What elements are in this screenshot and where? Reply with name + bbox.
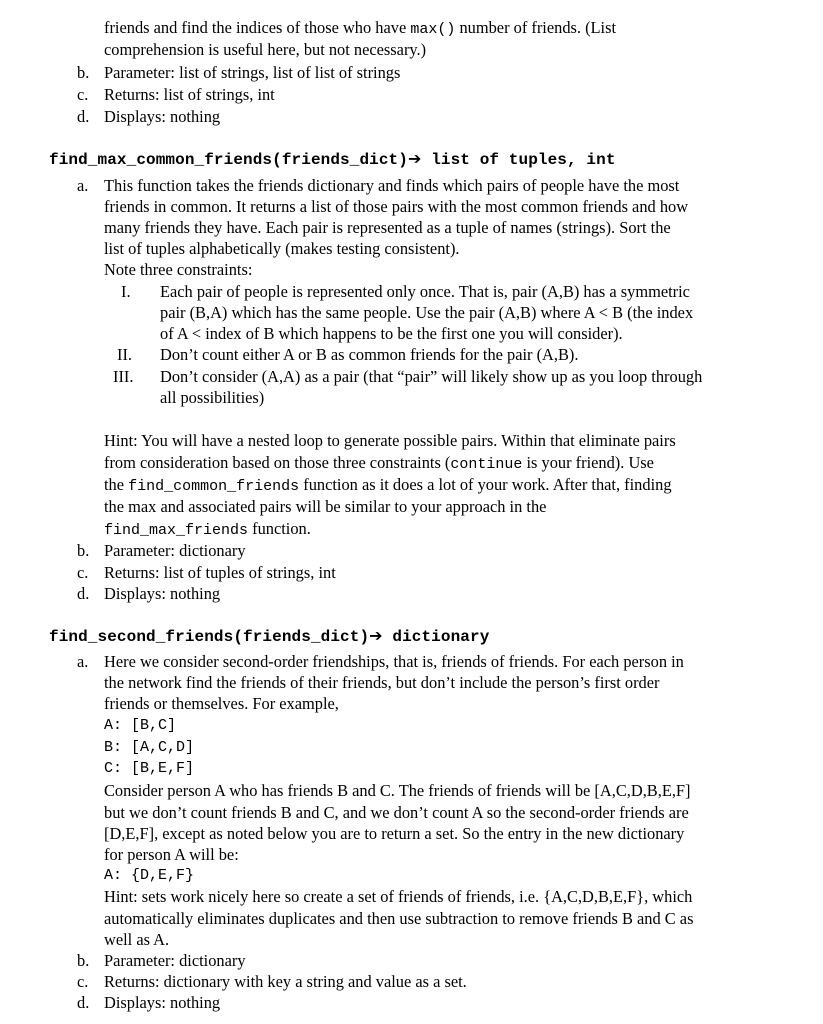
func1-desc-line-4: list of tuples alphabetically (makes testing consistent).	[104, 239, 460, 258]
func1-hint-line-2: from consideration based on those three constraints (continue is your friend). Use	[104, 453, 654, 473]
constraint-1-line-1: Each pair of people is represented only once. That is, pair (A,B) has a symmetric	[160, 282, 690, 301]
func1-sub-a-marker: a.	[77, 176, 89, 195]
func1-sub-b-marker: b.	[77, 541, 90, 560]
func1-hint-line-5: find_max_friends function.	[104, 519, 311, 539]
constraint-3-marker: III.	[113, 367, 134, 386]
func1-hint-line-4: the max and associated pairs will be similar to your approach in the	[104, 497, 547, 516]
constraint-2-line-1: Don’t count either A or B as common friends for the pair (A,B).	[160, 345, 579, 364]
func1-desc-line-5: Note three constraints:	[104, 260, 253, 279]
func2-desc-line-3: friends or themselves. For example,	[104, 694, 339, 713]
top-sub-b-text: Parameter: list of strings, list of list of strings	[104, 63, 401, 82]
func1-desc-line-1: This function takes the friends dictionary and finds which pairs of people have the most	[104, 176, 680, 195]
func2-consider-line-3: [D,E,F], except as noted below you are to return a set. So the entry in the new dictionary	[104, 824, 685, 843]
top-sub-d-text: Displays: nothing	[104, 107, 221, 126]
example-line-1: A: [B,C]	[104, 717, 177, 734]
func2-sub-b-text: Parameter: dictionary	[104, 951, 246, 970]
func1-sub-c-marker: c.	[77, 563, 89, 582]
example-line-3: C: [B,E,F]	[104, 760, 195, 777]
top-desc-line-2: comprehension is useful here, but not necessary.)	[104, 40, 427, 59]
func1-heading: find_max_common_friends(friends_dict)➔ list of tuples, int	[49, 149, 616, 169]
func2-sub-c-marker: c.	[77, 972, 89, 991]
func1-sub-b-text: Parameter: dictionary	[104, 541, 246, 560]
func1-sub-d-marker: d.	[77, 584, 90, 603]
func2-sub-a-marker: a.	[77, 652, 89, 671]
func2-sub-c-text: Returns: dictionary with key a string and value as a set.	[104, 972, 467, 991]
func1-sub-d-text: Displays: nothing	[104, 584, 221, 603]
func1-sub-c-text: Returns: list of tuples of strings, int	[104, 563, 336, 582]
func2-consider-line-2: but we don’t count friends B and C, and we don’t count A so the second-order friends are	[104, 803, 689, 822]
top-sub-c-marker: c.	[77, 85, 89, 104]
func2-sub-d-marker: d.	[77, 993, 90, 1012]
constraint-1-line-3: of A < index of B which happens to be the first one you will consider).	[160, 324, 623, 343]
func1-desc-line-2: friends in common. It returns a list of those pairs with the most common friends and how	[104, 197, 689, 216]
func1-desc-line-3: many friends they have. Each pair is represented as a tuple of names (strings). Sort the	[104, 218, 671, 237]
func2-consider-line-1: Consider person A who has friends B and C. The friends of friends will be [A,C,D,B,E,F]	[104, 781, 691, 800]
top-desc-line-1: friends and find the indices of those who have max() number of friends. (List	[104, 18, 617, 38]
func2-desc-line-1: Here we consider second-order friendships, that is, friends of friends. For each person in	[104, 652, 684, 671]
constraint-3-line-2: all possibilities)	[160, 388, 265, 407]
func2-sub-d-text: Displays: nothing	[104, 993, 221, 1012]
top-sub-b-marker: b.	[77, 63, 90, 82]
constraint-1-marker: I.	[121, 282, 131, 301]
right-arrow-icon: ➔	[369, 626, 383, 645]
constraint-3-line-1: Don’t consider (A,A) as a pair (that “pair” will likely show up as you loop through	[160, 367, 703, 386]
func2-desc-line-2: the network find the friends of their friends, but don’t include the person’s first order	[104, 673, 660, 692]
func2-consider-line-4: for person A will be:	[104, 845, 239, 864]
func1-hint-line-1: Hint: You will have a nested loop to generate possible pairs. Within that eliminate pairs	[104, 431, 676, 450]
func2-hint-line-2: automatically eliminates duplicates and then use subtraction to remove friends B and C as	[104, 909, 694, 928]
example-line-2: B: [A,C,D]	[104, 739, 195, 756]
constraint-2-marker: II.	[117, 345, 133, 364]
func2-hint-line-1: Hint: sets work nicely here so create a set of friends of friends, i.e. {A,C,D,B,E,F}, which	[104, 887, 693, 906]
func2-hint-line-3: well as A.	[104, 930, 170, 949]
right-arrow-icon: ➔	[407, 149, 422, 168]
func2-sub-b-marker: b.	[77, 951, 90, 970]
top-sub-d-marker: d.	[77, 107, 90, 126]
func1-hint-line-3: the find_common_friends function as it does a lot of your work. After that, finding	[104, 475, 672, 495]
func2-heading: find_second_friends(friends_dict)➔ dictionary	[49, 626, 490, 646]
result-line: A: {D,E,F}	[104, 867, 195, 884]
constraint-1-line-2: pair (B,A) which has the same people. Use the pair (A,B) where A < B (the index	[160, 303, 694, 322]
top-sub-c-text: Returns: list of strings, int	[104, 85, 275, 104]
